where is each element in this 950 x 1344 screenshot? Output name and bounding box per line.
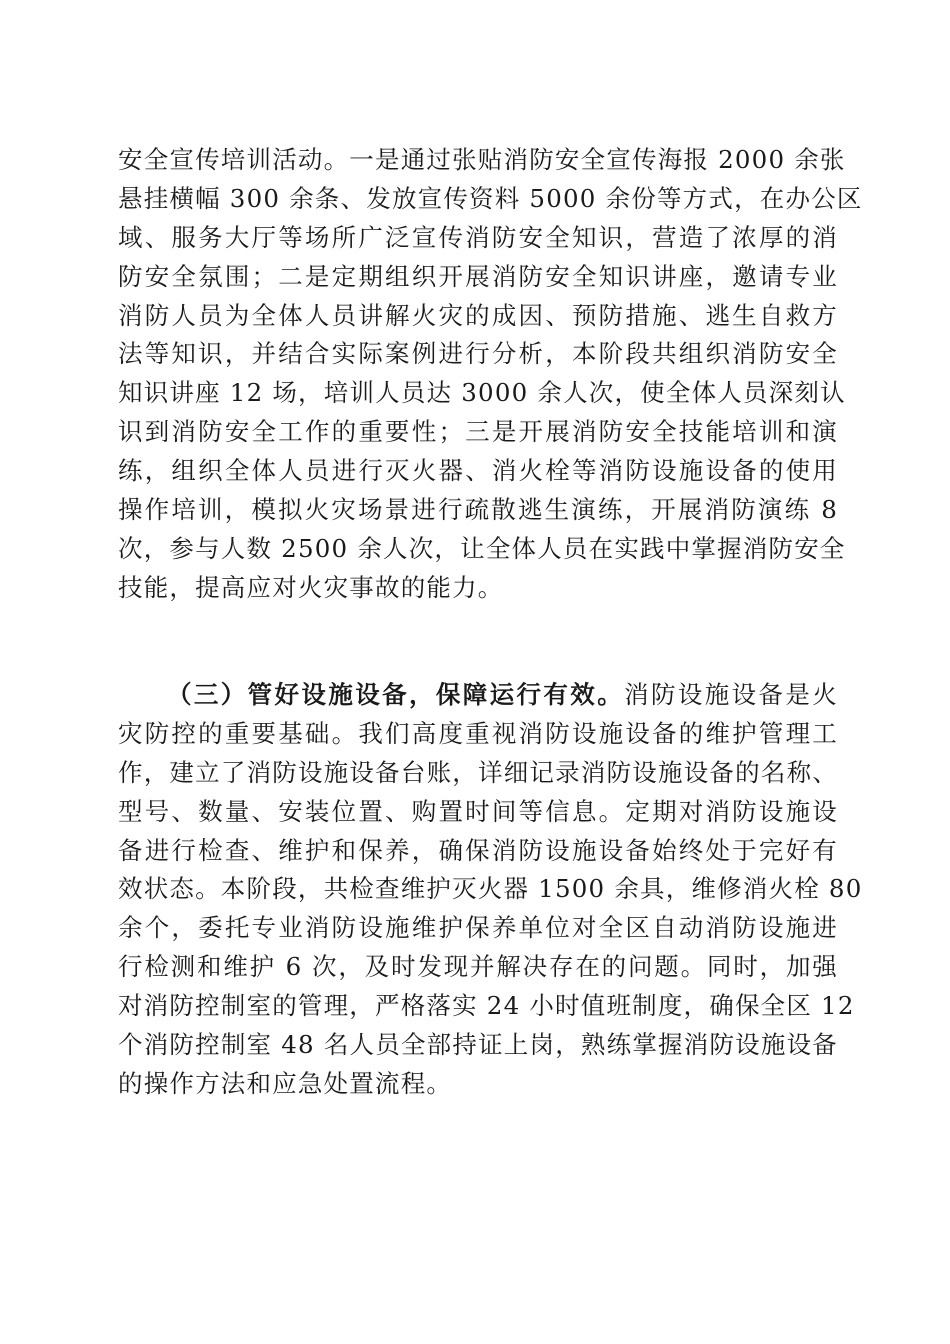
text-line: 型号、数量、安装位置、购置时间等信息。定期对消防设施设 <box>118 796 838 826</box>
text-line: 消防人员为全体人员讲解火灾的成因、预防措施、逃生自救方 <box>118 300 838 330</box>
text-line: 练，组织全体人员进行灭火器、消火栓等消防设施设备的使用 <box>118 456 838 486</box>
text-line: 知识讲座 12 场，培训人员达 3000 余人次，使全体人员深刻认 <box>118 378 846 408</box>
text-line: 备进行检查、维护和保养，确保消防设施设备始终处于完好有 <box>118 835 838 865</box>
text-line: 域、服务大厅等场所广泛宣传消防安全知识，营造了浓厚的消 <box>118 222 838 252</box>
text-line: 技能，提高应对火灾事故的能力。 <box>118 572 504 602</box>
text-line: 个消防控制室 48 名人员全部持证上岗，熟练掌握消防设施设备 <box>118 1030 838 1060</box>
text-line: 防安全氛围；二是定期组织开展消防安全知识讲座，邀请专业 <box>118 261 838 291</box>
text-line: 效状态。本阶段，共检查维护灭火器 1500 余具，维修消火栓 80 <box>118 874 863 904</box>
text-line: 法等知识，并结合实际案例进行分析，本阶段共组织消防安全 <box>118 339 838 369</box>
section-heading-line <box>118 676 838 715</box>
text-line: 悬挂横幅 300 余条、发放宣传资料 5000 余份等方式，在办公区 <box>118 183 863 213</box>
text-line: 对消防控制室的管理，严格落实 24 小时值班制度，确保全区 12 <box>118 991 855 1021</box>
text-line: 安全宣传培训活动。一是通过张贴消防安全宣传海报 2000 余张 <box>118 145 846 174</box>
text-line: 行检测和维护 6 次，及时发现并解决存在的问题。同时，加强 <box>118 952 838 982</box>
text-line: 识到消防安全工作的重要性；三是开展消防安全技能培训和演 <box>118 417 838 447</box>
text-line: 作，建立了消防设施设备台账，详细记录消防设施设备的名称、 <box>118 757 838 787</box>
paragraph-facilities-management <box>118 676 863 1104</box>
text-line: 余个，委托专业消防设施维护保养单位对全区自动消防设施进 <box>118 913 838 943</box>
heading-line-continuation: 消防设施设备是火 <box>624 680 838 709</box>
paragraph-safety-training <box>118 141 863 608</box>
text-line: 的操作方法和应急处置流程。 <box>118 1068 453 1098</box>
text-line: 次，参与人数 2500 余人次，让全体人员在实践中掌握消防安全 <box>118 533 846 563</box>
text-line: 操作培训，模拟火灾场景进行疏散逃生演练，开展消防演练 8 <box>118 495 838 525</box>
section-heading: （三）管好设施设备，保障运行有效。 <box>167 680 625 709</box>
text-line: 灾防控的重要基础。我们高度重视消防设施设备的维护管理工 <box>118 718 838 748</box>
